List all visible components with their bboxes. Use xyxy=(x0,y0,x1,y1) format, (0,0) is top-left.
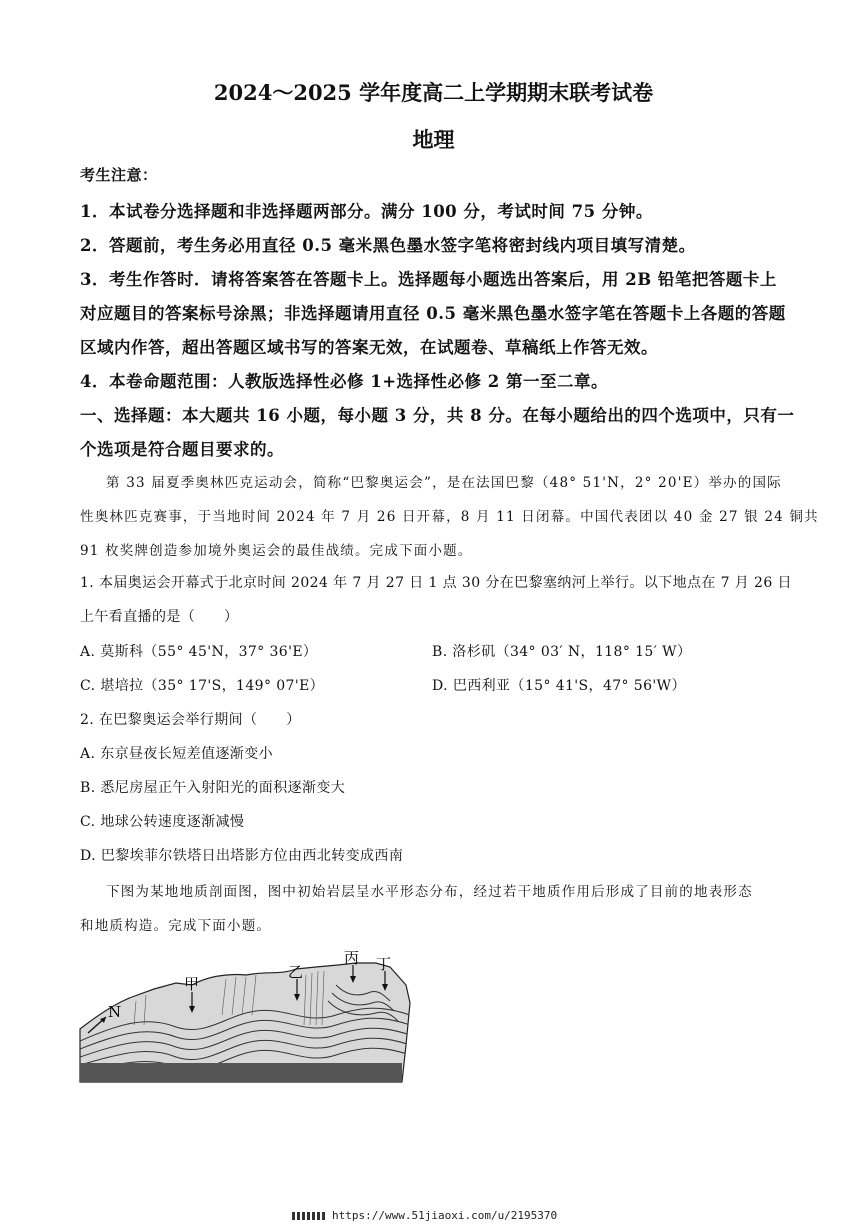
q1-option-c[interactable]: C. 堪培拉（35° 17'S，149° 07'E） xyxy=(80,678,325,694)
exam-title: 2024～2025 学年度高二上学期期末联考试卷 xyxy=(213,80,654,105)
label-ding: 丁 xyxy=(376,955,392,973)
notice-item-3-cont: 对应题目的答案标号涂黑；非选择题请用直径 0.5 毫米黑色墨水签字笔在答题卡上各题的答题 xyxy=(80,304,786,323)
q1-stem-cont: 上午看直播的是（ ） xyxy=(80,609,239,625)
q1-option-d[interactable]: D. 巴西利亚（15° 41'S，47° 56'W） xyxy=(432,678,686,694)
passage1-line-2: 性奥林匹克赛事，于当地时间 2024 年 7 月 26 日开幕，8 月 11 日闭幕。中国代表团以 40 金 27 银 24 铜共 xyxy=(80,509,819,525)
q2-option-a[interactable]: A. 东京昼夜长短差值逐渐变小 xyxy=(80,746,274,762)
footer-logo xyxy=(292,1212,326,1220)
q2-option-d[interactable]: D. 巴黎埃菲尔铁塔日出塔影方位由西北转变成西南 xyxy=(80,848,404,864)
label-bing: 丙 xyxy=(344,949,360,967)
notice-item-2: 2．答题前，考生务必用直径 0.5 毫米黑色墨水签字笔将密封线内项目填写清楚。 xyxy=(80,236,696,255)
label-yi: 乙 xyxy=(288,963,304,981)
q2-stem: 2. 在巴黎奥运会举行期间（ ） xyxy=(80,712,301,728)
notice-item-3-cont2: 区域内作答，超出答题区域书写的答案无效，在试题卷、草稿纸上作答无效。 xyxy=(80,338,658,357)
notice-item-3: 3．考生作答时．请将答案答在答题卡上。选择题每小题选出答案后，用 2B 铅笔把答题卡上 xyxy=(80,270,777,289)
q1-stem: 1. 本届奥运会开幕式于北京时间 2024 年 7 月 27 日 1 点 30 分在巴黎塞纳河上举行。以下地点在 7 月 26 日 xyxy=(80,575,792,591)
q1-option-a[interactable]: A. 莫斯科（55° 45'N，37° 36'E） xyxy=(80,644,318,660)
notice-item-1: 1．本试卷分选择题和非选择题两部分。满分 100 分，考试时间 75 分钟。 xyxy=(80,202,653,221)
passage1-line-1: 第 33 届夏季奥林匹克运动会，简称“巴黎奥运会”，是在法国巴黎（48° 51'N，2° 20'E）举办的国际 xyxy=(106,475,782,491)
north-label: N xyxy=(108,1003,122,1021)
notice-heading: 考生注意： xyxy=(80,166,158,184)
passage2-line-2: 和地质构造。完成下面小题。 xyxy=(80,918,272,934)
passage1-line-3: 91 枚奖牌创造参加境外奥运会的最佳战绩。完成下面小题。 xyxy=(80,543,473,559)
notice-item-4: 4．本卷命题范围：人教版选择性必修 1+选择性必修 2 第一至二章。 xyxy=(80,372,609,391)
q1-option-b[interactable]: B. 洛杉矶（34° 03′ N，118° 15′ W） xyxy=(432,644,692,660)
section-heading-cont: 个选项是符合题目要求的。 xyxy=(80,440,284,459)
subject-title: 地理 xyxy=(412,127,455,152)
q2-option-b[interactable]: B. 悉尼房屋正午入射阳光的面积逐渐变大 xyxy=(80,780,346,796)
section-heading: 一、选择题：本大题共 16 小题，每小题 3 分，共 8 分。在每小题给出的四个选项中，只有一 xyxy=(80,406,795,425)
q2-option-c[interactable]: C. 地球公转速度逐渐减慢 xyxy=(80,814,245,830)
geologic-section-figure xyxy=(76,945,416,1090)
passage2-line-1: 下图为某地地质剖面图，图中初始岩层呈水平形态分布，经过若干地质作用后形成了目前的地表形态 xyxy=(106,884,753,900)
label-jia: 甲 xyxy=(184,975,200,993)
footer-url[interactable]: https://www.51jiaoxi.com/u/2195370 xyxy=(332,1209,558,1222)
